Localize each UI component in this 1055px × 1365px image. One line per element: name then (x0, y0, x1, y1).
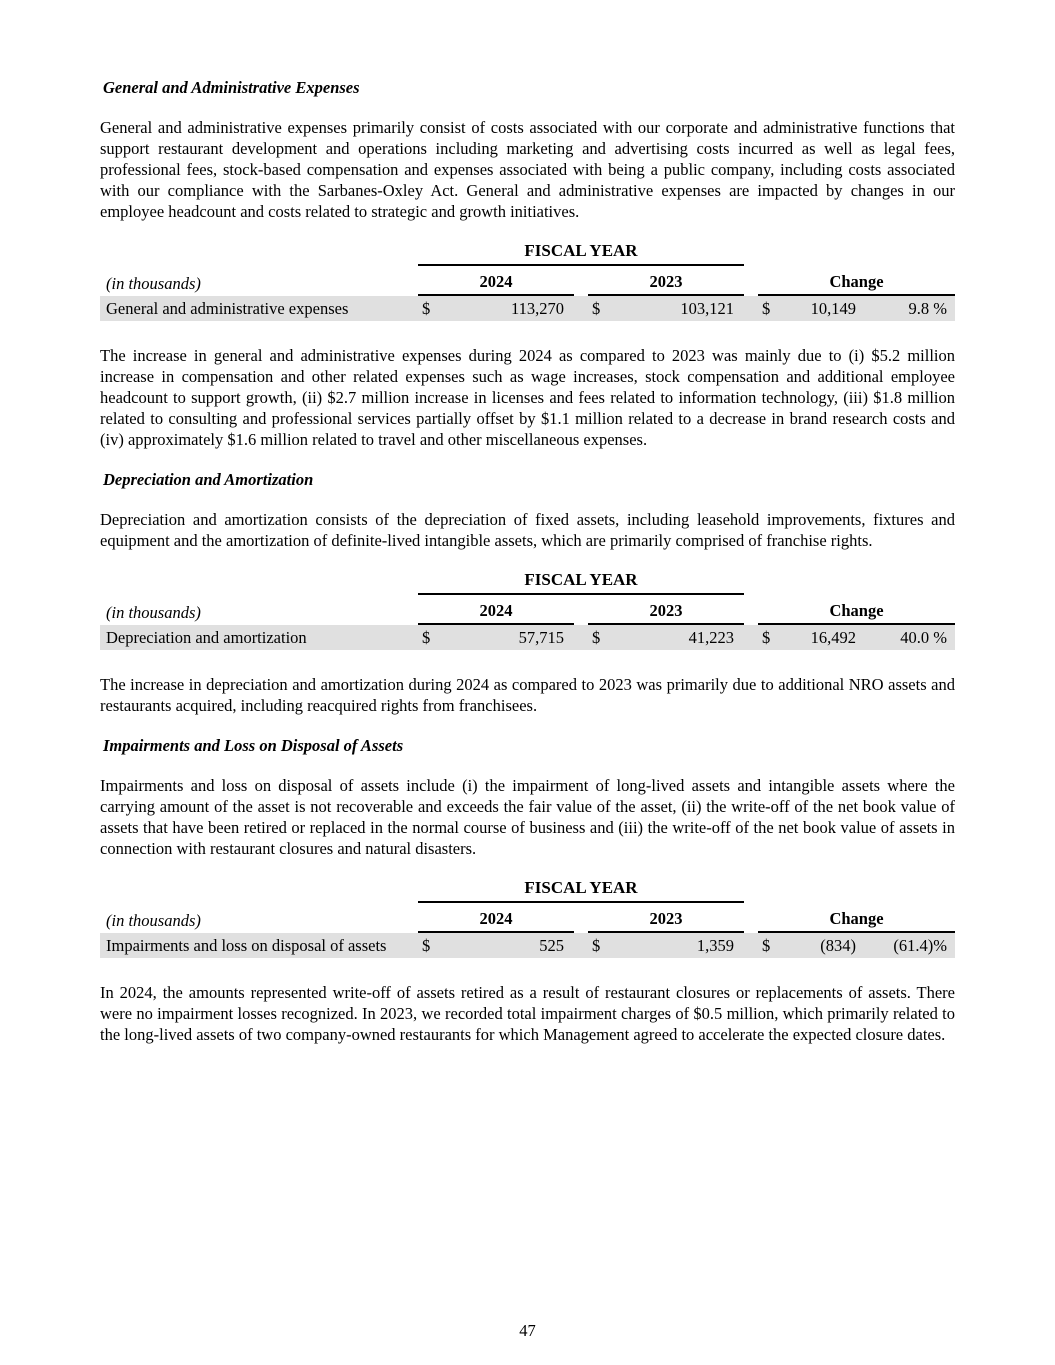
section-heading: Impairments and Loss on Disposal of Assets (103, 736, 404, 755)
body-paragraph: The increase in depreciation and amortization during 2024 as compared to 2023 was primarily due to additional NRO assets and restaurants acquired, including reacquired rights from franchisees. (100, 675, 955, 715)
value-2023: 103,121 (612, 296, 744, 321)
section-impairments-disposal (100, 735, 955, 1045)
value-change-percent: 40.0 % (862, 625, 955, 650)
row-label: Impairments and loss on disposal of assets (100, 933, 418, 958)
column-header-2024: 2024 (418, 903, 574, 933)
body-paragraph: The increase in general and administrative expenses during 2024 as compared to 2023 was mainly due to (i) $5.2 million increase in compensation and other related expenses such as wage increases, stock compensation and additional employee headcount to support growth, (ii) $2.7 million increase in licenses and fees related to information technology, (iii) $1.8 million related to consulting and professional services partially offset by $1.1 million related to a decrease in brand research costs and (iv) approximately $1.6 million related to travel and other miscellaneous expenses. (100, 346, 955, 449)
table-column-header-row (100, 903, 955, 933)
body-paragraph: General and administrative expenses primarily consist of costs associated with our corporate and administrative functions that support restaurant development and operations including marketing and advertising costs incurred as well as legal fees, professional fees, stock-based compensation and expenses associated with being a public company, including costs associated with our compliance with the Sarbanes-Oxley Act. General and administrative expenses are impacted by changes in our employee headcount and costs related to strategic and growth initiatives. (100, 118, 955, 221)
value-change: (834) (782, 933, 862, 958)
currency-symbol: $ (588, 933, 612, 958)
row-label: Depreciation and amortization (100, 625, 418, 650)
column-header-2023: 2023 (588, 595, 744, 625)
column-header-change: Change (758, 595, 955, 625)
currency-symbol: $ (418, 296, 442, 321)
value-2024: 113,270 (442, 296, 574, 321)
currency-symbol: $ (758, 933, 782, 958)
currency-symbol: $ (588, 625, 612, 650)
financial-table (100, 878, 955, 958)
row-label: General and administrative expenses (100, 296, 418, 321)
unit-label: (in thousands) (106, 911, 201, 930)
column-header-change: Change (758, 266, 955, 296)
column-header-2023: 2023 (588, 903, 744, 933)
section-heading: Depreciation and Amortization (103, 470, 314, 489)
fiscal-year-header: FISCAL YEAR (418, 241, 744, 266)
unit-label: (in thousands) (106, 603, 201, 622)
section-depreciation-amortization (100, 469, 955, 716)
currency-symbol: $ (418, 625, 442, 650)
value-2023: 1,359 (612, 933, 744, 958)
table-group-header-row (100, 241, 955, 266)
value-change-percent: (61.4)% (862, 933, 955, 958)
unit-label: (in thousands) (106, 274, 201, 293)
column-header-2024: 2024 (418, 266, 574, 296)
table-column-header-row (100, 266, 955, 296)
table-group-header-row (100, 570, 955, 595)
currency-symbol: $ (418, 933, 442, 958)
section-general-admin-expenses (100, 77, 955, 450)
table-group-header-row (100, 878, 955, 903)
column-header-2023: 2023 (588, 266, 744, 296)
value-change: 16,492 (782, 625, 862, 650)
financial-table (100, 570, 955, 650)
value-2023: 41,223 (612, 625, 744, 650)
section-heading: General and Administrative Expenses (103, 78, 360, 97)
column-header-2024: 2024 (418, 595, 574, 625)
value-change: 10,149 (782, 296, 862, 321)
table-row (100, 296, 955, 321)
page-number: 47 (519, 1321, 536, 1340)
table-column-header-row (100, 595, 955, 625)
table-row (100, 625, 955, 650)
value-2024: 525 (442, 933, 574, 958)
fiscal-year-header: FISCAL YEAR (418, 570, 744, 595)
fiscal-year-header: FISCAL YEAR (418, 878, 744, 903)
currency-symbol: $ (588, 296, 612, 321)
financial-table (100, 241, 955, 321)
value-2024: 57,715 (442, 625, 574, 650)
table-row (100, 933, 955, 958)
currency-symbol: $ (758, 296, 782, 321)
value-change-percent: 9.8 % (862, 296, 955, 321)
column-header-change: Change (758, 903, 955, 933)
body-paragraph: Impairments and loss on disposal of assets include (i) the impairment of long-lived assets and intangible assets where the carrying amount of the asset is not recoverable and exceeds the fair value of the asset, (ii) the write-off of the net book value of assets that have been retired or replaced in the normal course of business and (iii) the write-off of the net book value of assets in connection with restaurant closures and natural disasters. (100, 776, 955, 858)
body-paragraph: Depreciation and amortization consists of the depreciation of fixed assets, including leasehold improvements, fixtures and equipment and the amortization of definite-lived intangible assets, which are primarily comprised of franchise rights. (100, 510, 955, 550)
currency-symbol: $ (758, 625, 782, 650)
body-paragraph: In 2024, the amounts represented write-off of assets retired as a result of restaurant closures or replacements of assets. There were no impairment losses recognized. In 2023, we recorded total impairment charges of $0.5 million, which primarily related to the long-lived assets of two company-owned restaurants for which Management agreed to accelerate the expected closure dates. (100, 983, 955, 1044)
